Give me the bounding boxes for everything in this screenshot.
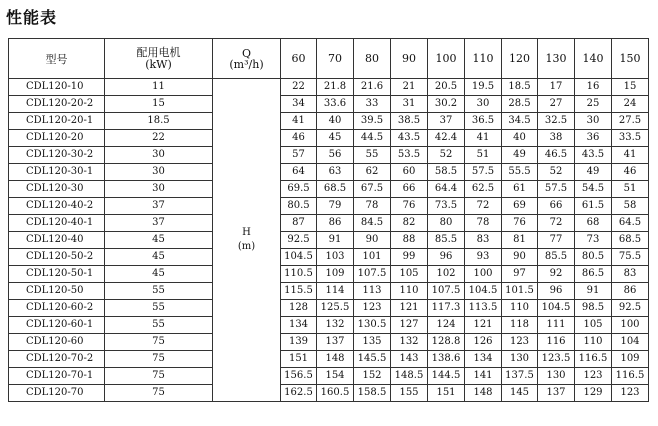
motor-power-cell: 37 <box>105 198 213 215</box>
head-value-cell: 39.5 <box>354 113 391 130</box>
head-value-cell: 75.5 <box>612 249 649 266</box>
head-unit: (m) <box>237 241 256 252</box>
head-value-cell: 44.5 <box>354 130 391 147</box>
head-value-cell: 107.5 <box>354 266 391 283</box>
head-value-cell: 137.5 <box>502 368 538 385</box>
head-value-cell: 40 <box>317 113 354 130</box>
model-cell: CDL120-20 <box>9 130 105 147</box>
motor-power-cell: 45 <box>105 266 213 283</box>
head-value-cell: 54.5 <box>575 181 612 198</box>
head-value-cell: 104.5 <box>538 300 575 317</box>
head-value-cell: 143 <box>391 351 428 368</box>
head-value-cell: 110 <box>575 334 612 351</box>
head-value-cell: 81 <box>502 232 538 249</box>
head-value-cell: 18.5 <box>502 79 538 96</box>
head-value-cell: 52 <box>428 147 465 164</box>
table-row <box>9 266 649 283</box>
head-value-cell: 30 <box>465 96 502 113</box>
head-value-cell: 19.5 <box>465 79 502 96</box>
table-row <box>9 368 649 385</box>
table-row <box>9 300 649 317</box>
head-value-cell: 73 <box>575 232 612 249</box>
header-flow-value: 90 <box>391 39 428 79</box>
header-flow-value: 150 <box>612 39 649 79</box>
model-cell: CDL120-50-2 <box>9 249 105 266</box>
head-value-cell: 49 <box>502 147 538 164</box>
head-value-cell: 45 <box>317 130 354 147</box>
head-value-cell: 21.6 <box>354 79 391 96</box>
head-value-cell: 76 <box>502 215 538 232</box>
head-value-cell: 69 <box>502 198 538 215</box>
head-value-cell: 55 <box>354 147 391 164</box>
head-value-cell: 91 <box>317 232 354 249</box>
table-row <box>9 249 649 266</box>
head-value-cell: 38 <box>538 130 575 147</box>
head-value-cell: 64 <box>281 164 317 181</box>
head-value-cell: 113.5 <box>465 300 502 317</box>
table-row <box>9 334 649 351</box>
head-value-cell: 101 <box>354 249 391 266</box>
head-value-cell: 27.5 <box>612 113 649 130</box>
head-value-cell: 57 <box>281 147 317 164</box>
motor-power-cell: 37 <box>105 215 213 232</box>
header-flow-value: 100 <box>428 39 465 79</box>
head-value-cell: 34 <box>281 96 317 113</box>
header-flow-value: 70 <box>317 39 354 79</box>
head-value-cell: 116.5 <box>612 368 649 385</box>
table-row <box>9 232 649 249</box>
head-value-cell: 134 <box>465 351 502 368</box>
head-value-cell: 41 <box>612 147 649 164</box>
motor-power-cell: 18.5 <box>105 113 213 130</box>
head-value-cell: 80.5 <box>575 249 612 266</box>
model-cell: CDL120-10 <box>9 79 105 96</box>
head-value-cell: 51 <box>465 147 502 164</box>
model-cell: CDL120-60-1 <box>9 317 105 334</box>
model-cell: CDL120-50 <box>9 283 105 300</box>
head-value-cell: 116.5 <box>575 351 612 368</box>
header-motor-unit: (kW) <box>145 57 172 71</box>
head-value-cell: 86 <box>317 215 354 232</box>
motor-power-cell: 55 <box>105 300 213 317</box>
model-cell: CDL120-70-1 <box>9 368 105 385</box>
head-value-cell: 135 <box>354 334 391 351</box>
head-value-cell: 92.5 <box>281 232 317 249</box>
head-value-cell: 61 <box>502 181 538 198</box>
head-value-cell: 78 <box>354 198 391 215</box>
table-row <box>9 79 649 96</box>
head-value-cell: 21.8 <box>317 79 354 96</box>
model-cell: CDL120-30-2 <box>9 147 105 164</box>
head-value-cell: 41 <box>281 113 317 130</box>
head-value-cell: 69.5 <box>281 181 317 198</box>
head-value-cell: 30.2 <box>428 96 465 113</box>
head-value-cell: 109 <box>317 266 354 283</box>
head-value-cell: 42.4 <box>428 130 465 147</box>
head-value-cell: 80.5 <box>281 198 317 215</box>
header-flow-value: 110 <box>465 39 502 79</box>
head-value-cell: 64.5 <box>612 215 649 232</box>
head-value-cell: 15 <box>612 79 649 96</box>
header-model: 型号 <box>9 39 105 79</box>
head-value-cell: 58.5 <box>428 164 465 181</box>
head-value-cell: 130 <box>538 368 575 385</box>
head-value-cell: 34.5 <box>502 113 538 130</box>
table-row <box>9 385 649 402</box>
head-value-cell: 137 <box>538 385 575 402</box>
model-cell: CDL120-50-1 <box>9 266 105 283</box>
head-value-cell: 79 <box>317 198 354 215</box>
head-value-cell: 118 <box>502 317 538 334</box>
head-value-cell: 160.5 <box>317 385 354 402</box>
head-value-cell: 77 <box>538 232 575 249</box>
head-value-cell: 97 <box>502 266 538 283</box>
header-flow-value: 80 <box>354 39 391 79</box>
model-cell: CDL120-60 <box>9 334 105 351</box>
head-value-cell: 33.6 <box>317 96 354 113</box>
head-value-cell: 145.5 <box>354 351 391 368</box>
head-value-cell: 72 <box>538 215 575 232</box>
header-flow-unit: (m³/h) <box>229 57 264 71</box>
head-value-cell: 67.5 <box>354 181 391 198</box>
head-value-cell: 105 <box>575 317 612 334</box>
head-value-cell: 62.5 <box>465 181 502 198</box>
head-value-cell: 30 <box>575 113 612 130</box>
head-value-cell: 91 <box>575 283 612 300</box>
motor-power-cell: 30 <box>105 164 213 181</box>
header-flow-value: 120 <box>502 39 538 79</box>
head-value-cell: 128.8 <box>428 334 465 351</box>
head-value-cell: 36 <box>575 130 612 147</box>
head-value-cell: 86 <box>612 283 649 300</box>
model-cell: CDL120-40-1 <box>9 215 105 232</box>
head-value-cell: 141 <box>465 368 502 385</box>
table-row <box>9 198 649 215</box>
head-value-cell: 55.5 <box>502 164 538 181</box>
head-value-cell: 37 <box>428 113 465 130</box>
motor-power-cell: 30 <box>105 147 213 164</box>
head-value-cell: 33.5 <box>612 130 649 147</box>
table-row <box>9 215 649 232</box>
head-value-cell: 62 <box>354 164 391 181</box>
head-value-cell: 46 <box>612 164 649 181</box>
head-value-cell: 110.5 <box>281 266 317 283</box>
head-value-cell: 41 <box>465 130 502 147</box>
head-value-cell: 96 <box>428 249 465 266</box>
head-value-cell: 123 <box>354 300 391 317</box>
motor-power-cell: 45 <box>105 249 213 266</box>
motor-power-cell: 75 <box>105 351 213 368</box>
head-unit-cell <box>213 79 281 402</box>
model-cell: CDL120-20-2 <box>9 96 105 113</box>
head-value-cell: 156.5 <box>281 368 317 385</box>
header-motor-label: 配用电机 <box>136 45 181 59</box>
head-value-cell: 83 <box>465 232 502 249</box>
head-value-cell: 99 <box>391 249 428 266</box>
table-row <box>9 113 649 130</box>
head-value-cell: 148 <box>465 385 502 402</box>
model-cell: CDL120-70-2 <box>9 351 105 368</box>
head-value-cell: 20.5 <box>428 79 465 96</box>
head-value-cell: 87 <box>281 215 317 232</box>
motor-power-cell: 11 <box>105 79 213 96</box>
table-row <box>9 130 649 147</box>
head-value-cell: 132 <box>317 317 354 334</box>
head-value-cell: 132 <box>391 334 428 351</box>
head-value-cell: 130.5 <box>354 317 391 334</box>
head-value-cell: 92 <box>538 266 575 283</box>
head-value-cell: 40 <box>502 130 538 147</box>
head-value-cell: 80 <box>428 215 465 232</box>
head-value-cell: 60 <box>391 164 428 181</box>
head-value-cell: 129 <box>575 385 612 402</box>
head-value-cell: 36.5 <box>465 113 502 130</box>
header-flow <box>213 39 281 79</box>
table-row <box>9 147 649 164</box>
head-value-cell: 66 <box>391 181 428 198</box>
head-value-cell: 46 <box>281 130 317 147</box>
head-value-cell: 90 <box>502 249 538 266</box>
head-value-cell: 144.5 <box>428 368 465 385</box>
head-value-cell: 63 <box>317 164 354 181</box>
head-value-cell: 128 <box>281 300 317 317</box>
motor-power-cell: 75 <box>105 368 213 385</box>
motor-power-cell: 75 <box>105 334 213 351</box>
head-value-cell: 92.5 <box>612 300 649 317</box>
head-value-cell: 28.5 <box>502 96 538 113</box>
head-value-cell: 126 <box>465 334 502 351</box>
table-row <box>9 283 649 300</box>
head-value-cell: 33 <box>354 96 391 113</box>
model-cell: CDL120-60-2 <box>9 300 105 317</box>
head-value-cell: 49 <box>575 164 612 181</box>
page-title: 性能表 <box>6 8 58 27</box>
head-value-cell: 123 <box>612 385 649 402</box>
head-value-cell: 27 <box>538 96 575 113</box>
head-value-cell: 162.5 <box>281 385 317 402</box>
table-row <box>9 181 649 198</box>
head-value-cell: 21 <box>391 79 428 96</box>
head-value-cell: 111 <box>538 317 575 334</box>
head-value-cell: 100 <box>612 317 649 334</box>
head-value-cell: 151 <box>281 351 317 368</box>
head-value-cell: 57.5 <box>465 164 502 181</box>
head-value-cell: 104 <box>612 334 649 351</box>
header-flow-label: Q <box>241 46 252 60</box>
head-value-cell: 88 <box>391 232 428 249</box>
head-value-cell: 25 <box>575 96 612 113</box>
motor-power-cell: 30 <box>105 181 213 198</box>
motor-power-cell: 15 <box>105 96 213 113</box>
head-value-cell: 137 <box>317 334 354 351</box>
head-value-cell: 139 <box>281 334 317 351</box>
head-value-cell: 104.5 <box>281 249 317 266</box>
head-value-cell: 16 <box>575 79 612 96</box>
head-value-cell: 78 <box>465 215 502 232</box>
head-value-cell: 104.5 <box>465 283 502 300</box>
head-value-cell: 121 <box>465 317 502 334</box>
head-value-cell: 138.6 <box>428 351 465 368</box>
model-cell: CDL120-70 <box>9 385 105 402</box>
head-value-cell: 100 <box>465 266 502 283</box>
header-flow-value: 140 <box>575 39 612 79</box>
head-value-cell: 123 <box>502 334 538 351</box>
head-value-cell: 32.5 <box>538 113 575 130</box>
head-value-cell: 38.5 <box>391 113 428 130</box>
head-value-cell: 82 <box>391 215 428 232</box>
head-value-cell: 116 <box>538 334 575 351</box>
table-row <box>9 164 649 181</box>
head-value-cell: 134 <box>281 317 317 334</box>
motor-power-cell: 55 <box>105 317 213 334</box>
motor-power-cell: 45 <box>105 232 213 249</box>
header-motor <box>105 39 213 79</box>
head-value-cell: 68.5 <box>317 181 354 198</box>
head-value-cell: 52 <box>538 164 575 181</box>
head-value-cell: 103 <box>317 249 354 266</box>
head-value-cell: 46.5 <box>538 147 575 164</box>
head-value-cell: 158.5 <box>354 385 391 402</box>
head-value-cell: 72 <box>465 198 502 215</box>
head-value-cell: 85.5 <box>428 232 465 249</box>
header-flow-value: 60 <box>281 39 317 79</box>
table-row <box>9 96 649 113</box>
table-row <box>9 317 649 334</box>
head-value-cell: 121 <box>391 300 428 317</box>
head-value-cell: 114 <box>317 283 354 300</box>
head-value-cell: 53.5 <box>391 147 428 164</box>
head-value-cell: 93 <box>465 249 502 266</box>
head-value-cell: 76 <box>391 198 428 215</box>
table-row <box>9 351 649 368</box>
head-value-cell: 145 <box>502 385 538 402</box>
head-value-cell: 84.5 <box>354 215 391 232</box>
performance-table <box>8 38 649 402</box>
head-value-cell: 117.3 <box>428 300 465 317</box>
head-value-cell: 110 <box>391 283 428 300</box>
head-value-cell: 109 <box>612 351 649 368</box>
head-value-cell: 127 <box>391 317 428 334</box>
head-value-cell: 57.5 <box>538 181 575 198</box>
model-cell: CDL120-30-1 <box>9 164 105 181</box>
motor-power-cell: 22 <box>105 130 213 147</box>
head-value-cell: 130 <box>502 351 538 368</box>
header-flow-value: 130 <box>538 39 575 79</box>
head-value-cell: 90 <box>354 232 391 249</box>
head-value-cell: 86.5 <box>575 266 612 283</box>
head-value-cell: 102 <box>428 266 465 283</box>
head-value-cell: 123 <box>575 368 612 385</box>
head-value-cell: 105 <box>391 266 428 283</box>
head-value-cell: 31 <box>391 96 428 113</box>
head-value-cell: 68.5 <box>612 232 649 249</box>
model-cell: CDL120-40-2 <box>9 198 105 215</box>
head-value-cell: 154 <box>317 368 354 385</box>
head-value-cell: 113 <box>354 283 391 300</box>
head-value-cell: 151 <box>428 385 465 402</box>
model-cell: CDL120-40 <box>9 232 105 249</box>
head-value-cell: 115.5 <box>281 283 317 300</box>
head-value-cell: 125.5 <box>317 300 354 317</box>
model-cell: CDL120-30 <box>9 181 105 198</box>
head-value-cell: 22 <box>281 79 317 96</box>
head-value-cell: 98.5 <box>575 300 612 317</box>
head-value-cell: 123.5 <box>538 351 575 368</box>
head-label: H <box>242 227 251 238</box>
head-value-cell: 64.4 <box>428 181 465 198</box>
head-value-cell: 110 <box>502 300 538 317</box>
head-value-cell: 68 <box>575 215 612 232</box>
motor-power-cell: 75 <box>105 385 213 402</box>
head-value-cell: 61.5 <box>575 198 612 215</box>
model-cell: CDL120-20-1 <box>9 113 105 130</box>
head-value-cell: 66 <box>538 198 575 215</box>
head-value-cell: 107.5 <box>428 283 465 300</box>
head-value-cell: 56 <box>317 147 354 164</box>
head-value-cell: 148.5 <box>391 368 428 385</box>
head-value-cell: 24 <box>612 96 649 113</box>
head-value-cell: 17 <box>538 79 575 96</box>
head-value-cell: 101.5 <box>502 283 538 300</box>
head-value-cell: 124 <box>428 317 465 334</box>
head-value-cell: 51 <box>612 181 649 198</box>
head-value-cell: 73.5 <box>428 198 465 215</box>
head-value-cell: 85.5 <box>538 249 575 266</box>
header-row <box>9 39 649 79</box>
head-value-cell: 96 <box>538 283 575 300</box>
motor-power-cell: 55 <box>105 283 213 300</box>
head-value-cell: 83 <box>612 266 649 283</box>
head-value-cell: 58 <box>612 198 649 215</box>
head-value-cell: 148 <box>317 351 354 368</box>
head-value-cell: 155 <box>391 385 428 402</box>
head-value-cell: 152 <box>354 368 391 385</box>
head-value-cell: 43.5 <box>391 130 428 147</box>
head-value-cell: 43.5 <box>575 147 612 164</box>
